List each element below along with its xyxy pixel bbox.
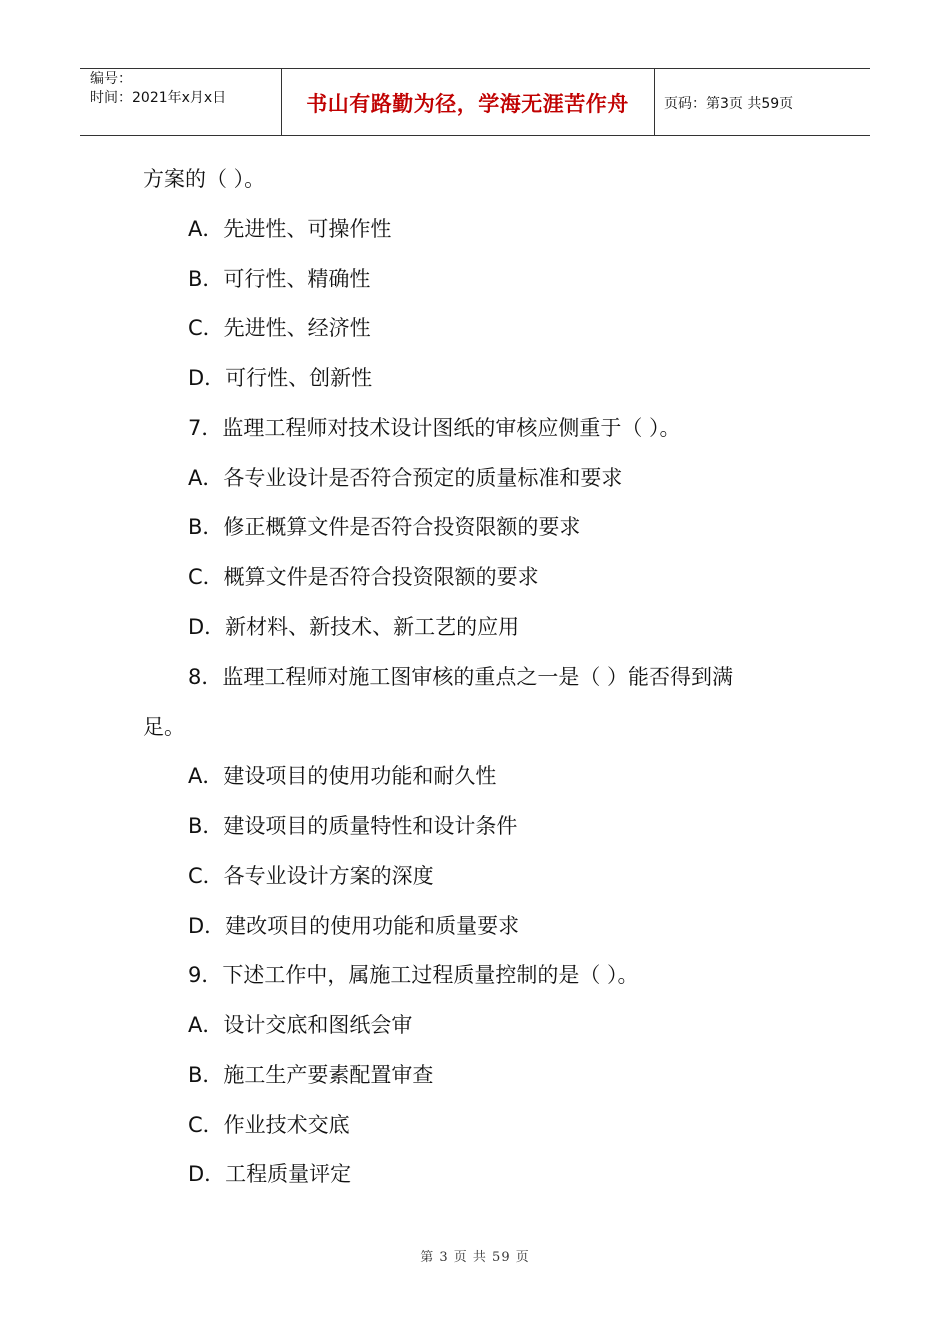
option-line: B．可行性、精确性 — [188, 267, 371, 291]
option-line: D．建改项目的使用功能和质量要求 — [188, 914, 520, 938]
question-line: 8．监理工程师对施工图审核的重点之一是（ ）能否得到满 — [188, 665, 734, 689]
option-line: A．各专业设计是否符合预定的质量标准和要求 — [188, 466, 623, 490]
option-line: D．可行性、创新性 — [188, 366, 373, 390]
question-line-continued: 足。 — [143, 715, 185, 739]
header-page-info: 页码：第3页 共59页 — [664, 96, 794, 112]
option-line: C．作业技术交底 — [188, 1113, 350, 1137]
option-line: C．各专业设计方案的深度 — [188, 864, 434, 888]
header-bottom-rule — [80, 135, 870, 136]
option-line: A．建设项目的使用功能和耐久性 — [188, 764, 497, 788]
question-line: 9．下述工作中，属施工过程质量控制的是（ ）。 — [188, 963, 639, 987]
question-line: 7．监理工程师对技术设计图纸的审核应侧重于（ ）。 — [188, 416, 681, 440]
page-footer: 第 3 页 共 59 页 — [420, 1250, 530, 1265]
header-top-rule — [80, 68, 870, 69]
option-line: A．先进性、可操作性 — [188, 217, 392, 241]
option-line: B．修正概算文件是否符合投资限额的要求 — [188, 515, 581, 539]
text-line: 方案的（ ）。 — [143, 167, 266, 191]
time-label: 时间：2021年x月x日 — [90, 90, 227, 106]
header-left-cell — [90, 70, 226, 108]
option-line: C．概算文件是否符合投资限额的要求 — [188, 565, 539, 589]
header-divider-right — [654, 68, 655, 136]
option-line: A．设计交底和图纸会审 — [188, 1013, 413, 1037]
option-line: B．施工生产要素配置审查 — [188, 1063, 434, 1087]
header-motto: 书山有路勤为径，学海无涯苦作舟 — [306, 91, 629, 116]
option-line: B．建设项目的质量特性和设计条件 — [188, 814, 518, 838]
option-line: C．先进性、经济性 — [188, 316, 371, 340]
serial-label: 编号： — [90, 71, 132, 87]
option-line: D．工程质量评定 — [188, 1162, 352, 1186]
option-line: D．新材料、新技术、新工艺的应用 — [188, 615, 520, 639]
